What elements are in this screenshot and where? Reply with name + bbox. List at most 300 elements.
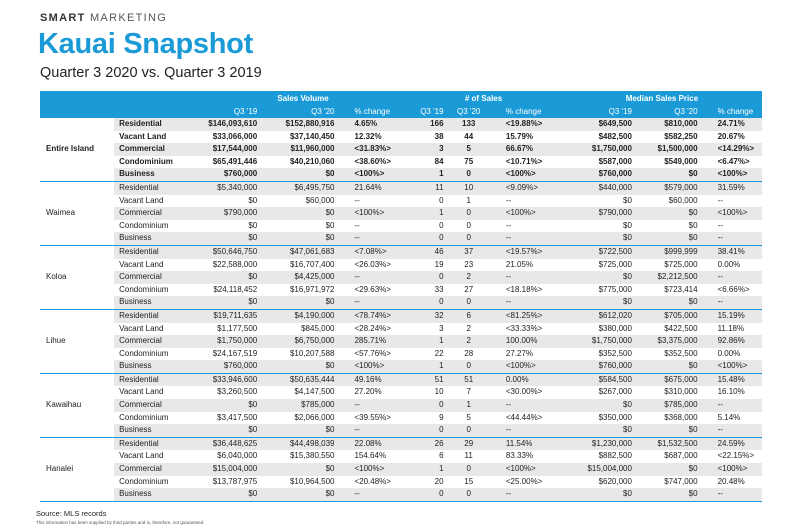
table-cell: $6,495,750: [261, 181, 338, 194]
table-cell: $24,167,519: [212, 348, 258, 358]
table-cell: $1,750,000: [201, 335, 261, 348]
table-cell: 16.10%: [717, 387, 745, 397]
table-cell: $0: [261, 296, 338, 309]
table-cell: $60,000: [305, 195, 335, 205]
table-cell: $267,000: [598, 387, 632, 397]
table-cell: 1: [405, 168, 447, 181]
table-cell: $1,750,000: [562, 143, 636, 156]
table-row: [40, 463, 762, 476]
subheader: Q3 '19: [562, 105, 636, 118]
table-cell: 15: [464, 476, 474, 486]
area-group: [40, 309, 762, 373]
table-cell: $40,210,060: [289, 156, 335, 166]
table-cell: 3: [439, 323, 444, 333]
table-cell: 11.54%: [490, 437, 562, 450]
subheader-spacer: [40, 105, 201, 118]
table-cell: 1: [466, 195, 471, 205]
table-cell: <57.76%>: [354, 348, 391, 358]
table-cell: $705,000: [636, 309, 702, 322]
table-cell: <100%>: [338, 463, 405, 476]
table-cell: $725,000: [598, 259, 632, 269]
table-cell: 154.64%: [354, 451, 387, 461]
subheader: Q3 '19: [405, 105, 447, 118]
table-cell: $2,066,000: [294, 412, 335, 422]
property-type: Business: [114, 296, 201, 309]
table-cell: 51: [448, 373, 490, 386]
table-cell: $0: [261, 207, 338, 220]
table-cell: $3,375,000: [636, 335, 702, 348]
table-row: [40, 245, 762, 258]
brand-bold: SMART: [40, 12, 86, 24]
table-cell: $5,340,000: [201, 181, 261, 194]
table-cell: 6: [448, 309, 490, 322]
table-cell: <9.09%>: [490, 181, 562, 194]
table-row: [40, 488, 762, 501]
subheader: Q3 '20: [261, 105, 338, 118]
table-cell: --: [505, 220, 512, 230]
table-cell: 20.48%: [717, 476, 745, 486]
subheader: Q3 '20: [448, 105, 490, 118]
table-cell: 0: [448, 360, 490, 373]
table-cell: --: [490, 488, 562, 501]
table-cell: $380,000: [598, 323, 632, 333]
table-cell: 2: [448, 335, 490, 348]
table-cell: <38.60%>: [354, 156, 391, 166]
table-cell: $47,061,683: [261, 245, 338, 258]
table-row: [40, 476, 762, 489]
table-row: [40, 271, 762, 284]
property-type: Vacant Land: [119, 259, 164, 269]
table-cell: 20.67%: [717, 131, 745, 141]
table-cell: 10: [434, 387, 444, 397]
table-cell: <25.00%>: [505, 476, 543, 486]
table-cell: 27.27%: [505, 348, 534, 358]
area-group: [40, 181, 762, 245]
table-cell: $1,177,500: [217, 323, 258, 333]
table-row: [40, 348, 762, 361]
group-header-num-sales: # of Sales: [405, 91, 562, 105]
property-type: Condominium: [119, 476, 169, 486]
table-cell: <100%>: [338, 207, 405, 220]
table-cell: $6,750,000: [261, 335, 338, 348]
table-cell: $65,491,446: [212, 156, 258, 166]
table-cell: 0: [448, 424, 490, 437]
table-cell: <100%>: [490, 168, 562, 181]
table-cell: 31.59%: [702, 181, 762, 194]
table-cell: $15,004,000: [201, 463, 261, 476]
property-type: Vacant Land: [119, 451, 164, 461]
table-cell: --: [338, 232, 405, 245]
area-group: [40, 118, 762, 181]
table-cell: $0: [201, 296, 261, 309]
table-cell: --: [717, 220, 723, 230]
table-cell: $0: [636, 360, 702, 373]
table-cell: $775,000: [598, 284, 632, 294]
property-type: Residential: [114, 245, 201, 258]
table-row: [40, 220, 762, 233]
table-cell: 0: [405, 424, 447, 437]
table-cell: <6.47%>: [717, 156, 750, 166]
table-cell: $50,635,444: [261, 373, 338, 386]
table-cell: $785,000: [636, 399, 702, 412]
table-cell: $0: [562, 488, 636, 501]
table-cell: 7: [466, 387, 471, 397]
table-cell: <28.24%>: [354, 323, 391, 333]
table-cell: $725,000: [664, 259, 698, 269]
table-row: [40, 181, 762, 194]
table-cell: $0: [201, 424, 261, 437]
property-type: Commercial: [114, 463, 201, 476]
table-cell: --: [702, 488, 762, 501]
table-cell: $4,147,500: [294, 387, 335, 397]
table-cell: --: [717, 195, 723, 205]
table-cell: $0: [201, 271, 261, 284]
table-cell: $33,946,600: [201, 373, 261, 386]
table-cell: 19: [434, 259, 444, 269]
brand-label: [40, 12, 167, 24]
table-cell: $582,250: [664, 131, 698, 141]
table-cell: $17,544,000: [201, 143, 261, 156]
table-cell: 0: [439, 220, 444, 230]
table-cell: <30.00%>: [505, 387, 543, 397]
subheader: % change: [490, 105, 562, 118]
table-cell: 6: [439, 451, 444, 461]
property-type: Vacant Land: [119, 323, 164, 333]
table-cell: $0: [562, 232, 636, 245]
property-type: Commercial: [114, 271, 201, 284]
table-cell: $10,964,500: [289, 476, 335, 486]
table-cell: $352,500: [664, 348, 698, 358]
table-cell: <19.57%>: [490, 245, 562, 258]
table-cell: <6.66%>: [717, 284, 750, 294]
table-cell: 2: [466, 323, 471, 333]
table-cell: 1: [405, 463, 447, 476]
table-cell: 133: [448, 118, 490, 131]
table-cell: $310,000: [664, 387, 698, 397]
table-cell: $785,000: [261, 399, 338, 412]
table-cell: $882,500: [598, 451, 632, 461]
table-cell: $0: [201, 488, 261, 501]
table-cell: $0: [636, 207, 702, 220]
table-cell: 21.05%: [505, 259, 534, 269]
area-name: Entire Island: [40, 118, 114, 181]
table-cell: 28: [464, 348, 474, 358]
table-cell: 0: [448, 296, 490, 309]
table-cell: 11: [464, 451, 473, 461]
property-type: Residential: [114, 437, 201, 450]
table-cell: <10.71%>: [505, 156, 543, 166]
table-cell: 66.67%: [490, 143, 562, 156]
table-cell: 12.32%: [354, 131, 382, 141]
table-row: [40, 360, 762, 373]
property-type: Commercial: [114, 399, 201, 412]
table-cell: $4,425,000: [261, 271, 338, 284]
table-cell: $0: [636, 488, 702, 501]
property-type: Condominium: [119, 284, 169, 294]
table-cell: $687,000: [664, 451, 698, 461]
table-cell: 0: [466, 220, 471, 230]
property-type: Business: [114, 488, 201, 501]
table-cell: 0: [405, 399, 447, 412]
table-cell: 0: [405, 296, 447, 309]
table-cell: $2,212,500: [636, 271, 702, 284]
table-cell: 166: [405, 118, 447, 131]
table-cell: $10,207,588: [289, 348, 335, 358]
table-cell: 22.08%: [338, 437, 405, 450]
table-row: [40, 118, 762, 131]
table-cell: 83.33%: [505, 451, 534, 461]
table-cell: <7.08%>: [338, 245, 405, 258]
disclaimer-note: This information has been supplied by third parties and is, therefore, not guaranteed.: [36, 520, 205, 525]
table-cell: --: [702, 399, 762, 412]
property-type: Residential: [114, 373, 201, 386]
table-cell: $44,498,039: [261, 437, 338, 450]
area-name: Hanalei: [40, 437, 114, 501]
subheader: Q3 '19: [201, 105, 261, 118]
table-cell: 20: [434, 476, 444, 486]
table-cell: $0: [261, 168, 338, 181]
table-cell: 27.20%: [354, 387, 382, 397]
table-cell: $33,066,000: [212, 131, 258, 141]
table-cell: $19,711,635: [201, 309, 261, 322]
table-cell: 75: [464, 156, 474, 166]
table-cell: $0: [562, 296, 636, 309]
table-cell: 5: [466, 412, 471, 422]
table-row: [40, 143, 762, 156]
table-cell: $612,020: [562, 309, 636, 322]
table-cell: $0: [248, 220, 258, 230]
table-cell: <100%>: [490, 207, 562, 220]
table-cell: $549,000: [664, 156, 698, 166]
table-cell: $1,500,000: [636, 143, 702, 156]
table-cell: --: [338, 296, 405, 309]
table-cell: <100%>: [702, 207, 762, 220]
table-cell: $723,414: [664, 284, 698, 294]
table-row: [40, 450, 762, 463]
property-type: Residential: [114, 309, 201, 322]
group-header-median-price: Median Sales Price: [562, 91, 762, 105]
property-type: Commercial: [114, 207, 201, 220]
table-cell: 27: [464, 284, 474, 294]
table-cell: $845,000: [301, 323, 335, 333]
table-cell: $37,140,450: [289, 131, 335, 141]
table-row: [40, 323, 762, 336]
table-cell: 100.00%: [490, 335, 562, 348]
table-cell: $0: [562, 424, 636, 437]
table-cell: 22: [434, 348, 444, 358]
property-type: Business: [114, 232, 201, 245]
table-cell: --: [354, 220, 360, 230]
table-cell: $146,093,610: [201, 118, 261, 131]
area-name: Koloa: [40, 245, 114, 309]
table-cell: 49.16%: [338, 373, 405, 386]
table-row: [40, 424, 762, 437]
table-cell: 15.79%: [505, 131, 534, 141]
property-type: Business: [114, 360, 201, 373]
table-cell: $0: [261, 488, 338, 501]
table-cell: 1: [405, 207, 447, 220]
table-cell: $760,000: [562, 168, 636, 181]
table-cell: 29: [448, 437, 490, 450]
table-cell: $6,040,000: [217, 451, 258, 461]
property-type: Residential: [114, 181, 201, 194]
table-row: [40, 296, 762, 309]
table-row: [40, 259, 762, 272]
table-cell: <29.63%>: [354, 284, 391, 294]
area-name: Kawaihau: [40, 373, 114, 437]
table-row: [40, 437, 762, 450]
table-cell: $50,646,750: [201, 245, 261, 258]
table-cell: --: [338, 424, 405, 437]
table-cell: --: [490, 296, 562, 309]
table-cell: <14.29%>: [702, 143, 762, 156]
table-cell: 3: [405, 143, 447, 156]
table-cell: <19.88%>: [490, 118, 562, 131]
table-cell: $350,000: [598, 412, 632, 422]
table-row: [40, 156, 762, 169]
table-row: [40, 386, 762, 399]
table-row: [40, 131, 762, 144]
table-cell: 11: [405, 181, 447, 194]
table-cell: $649,500: [562, 118, 636, 131]
table-cell: $0: [248, 195, 258, 205]
table-cell: --: [338, 399, 405, 412]
table-cell: $0: [261, 424, 338, 437]
table-cell: 9: [439, 412, 444, 422]
table-cell: $999,999: [636, 245, 702, 258]
group-header-sales-volume: Sales Volume: [201, 91, 405, 105]
property-type: Business: [114, 424, 201, 437]
table-cell: $0: [261, 463, 338, 476]
table-cell: $4,190,000: [261, 309, 338, 322]
table-cell: 15.48%: [702, 373, 762, 386]
table-cell: 46: [405, 245, 447, 258]
table-cell: $579,000: [636, 181, 702, 194]
table-cell: $0: [325, 220, 335, 230]
table-cell: 23: [464, 259, 474, 269]
table-row: [40, 168, 762, 181]
table-cell: $11,960,000: [261, 143, 338, 156]
property-type: Condominium: [119, 412, 169, 422]
table-cell: <20.48%>: [354, 476, 391, 486]
table-cell: 4.65%: [338, 118, 405, 131]
table-cell: 0: [439, 195, 444, 205]
table-cell: $0: [562, 399, 636, 412]
table-cell: <100%>: [702, 463, 762, 476]
table-cell: $0: [623, 195, 632, 205]
table-cell: $422,500: [664, 323, 698, 333]
table-cell: $0: [636, 232, 702, 245]
table-cell: $0: [636, 424, 702, 437]
table-cell: 0.00%: [490, 373, 562, 386]
table-cell: --: [702, 296, 762, 309]
table-cell: $760,000: [201, 168, 261, 181]
page-subtitle: Quarter 3 2020 vs. Quarter 3 2019: [40, 65, 262, 81]
area-name: Waimea: [40, 181, 114, 245]
table-cell: $790,000: [201, 207, 261, 220]
table-cell: --: [702, 232, 762, 245]
table-row: [40, 284, 762, 297]
table-cell: 44: [464, 131, 474, 141]
table-cell: 92.86%: [702, 335, 762, 348]
table-cell: <100%>: [338, 168, 405, 181]
table-cell: $368,000: [664, 412, 698, 422]
table-cell: 84: [434, 156, 444, 166]
table-cell: 0: [448, 463, 490, 476]
table-cell: <78.74%>: [338, 309, 405, 322]
table-cell: $13,787,975: [212, 476, 258, 486]
table-cell: $0: [623, 220, 632, 230]
table-cell: 11.18%: [717, 323, 745, 333]
table-cell: $15,004,000: [562, 463, 636, 476]
table-cell: <100%>: [490, 360, 562, 373]
table-cell: 0.00%: [717, 259, 741, 269]
table-cell: 0: [405, 232, 447, 245]
table-cell: 37: [448, 245, 490, 258]
brand-rest: MARKETING: [89, 12, 168, 24]
table-cell: --: [505, 195, 512, 205]
table-cell: $0: [636, 296, 702, 309]
table-cell: <33.33%>: [505, 323, 543, 333]
table-cell: --: [702, 424, 762, 437]
source-note: Source: MLS records: [36, 509, 107, 518]
table-cell: $16,971,972: [289, 284, 335, 294]
table-cell: $0: [261, 232, 338, 245]
table-cell: <81.25%>: [490, 309, 562, 322]
table-cell: $1,230,000: [562, 437, 636, 450]
table-cell: 51: [405, 373, 447, 386]
table-cell: $747,000: [664, 476, 698, 486]
table-cell: 1: [405, 360, 447, 373]
area-group: [40, 245, 762, 309]
table-cell: 5.14%: [717, 412, 741, 422]
table-cell: 0: [448, 207, 490, 220]
table-cell: $440,000: [562, 181, 636, 194]
table-cell: 10: [448, 181, 490, 194]
table-row: [40, 373, 762, 386]
table-cell: $790,000: [562, 207, 636, 220]
table-cell: --: [490, 424, 562, 437]
table-cell: <100%>: [490, 463, 562, 476]
table-cell: 24.59%: [702, 437, 762, 450]
property-type: Commercial: [114, 143, 201, 156]
table-cell: 15.19%: [702, 309, 762, 322]
page-title: Kauai Snapshot: [38, 28, 253, 60]
area-group: [40, 373, 762, 437]
table-row: [40, 309, 762, 322]
header-spacer: [40, 91, 201, 105]
table-cell: --: [338, 271, 405, 284]
table-cell: $584,500: [562, 373, 636, 386]
property-type: Residential: [114, 118, 201, 131]
table-cell: 0: [405, 488, 447, 501]
table-cell: 2: [448, 271, 490, 284]
area-group: [40, 437, 762, 501]
table-cell: $24,118,452: [213, 284, 258, 294]
table-cell: $587,000: [598, 156, 632, 166]
table-cell: 0: [405, 271, 447, 284]
table-row: [40, 335, 762, 348]
table-cell: <39.55%>: [354, 412, 391, 422]
table-row: [40, 412, 762, 425]
table-cell: $760,000: [201, 360, 261, 373]
table-cell: $3,417,500: [217, 412, 258, 422]
table-cell: $760,000: [562, 360, 636, 373]
table-row: [40, 399, 762, 412]
area-name: Lihue: [40, 309, 114, 373]
table-header: [40, 91, 762, 118]
property-type: Vacant Land: [119, 131, 167, 141]
